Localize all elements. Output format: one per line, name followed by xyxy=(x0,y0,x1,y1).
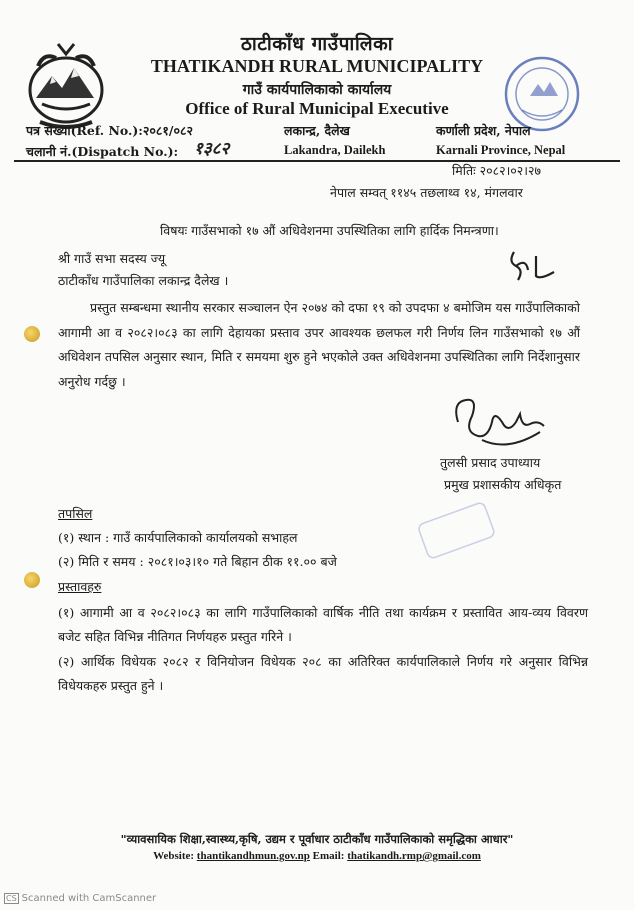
scan-hole-mark-2 xyxy=(24,572,40,588)
location-np: लकान्द्र, दैलेख xyxy=(284,123,350,138)
tapasil-heading: तपसिल xyxy=(58,506,93,521)
footer-contact xyxy=(0,850,634,862)
handwritten-initial xyxy=(506,246,566,290)
website-link[interactable]: thantikandhmun.gov.np xyxy=(196,850,310,862)
scanner-watermark xyxy=(4,893,156,904)
recipient-line-2: ठाटीकाँध गाउँपालिका लकान्द्र दैलेख । xyxy=(58,273,229,288)
ref-label: पत्र संख्या(Ref. No.): xyxy=(26,123,143,138)
province-en: Karnali Province, Nepal xyxy=(436,143,566,157)
email-label: Email: xyxy=(312,850,345,862)
signature xyxy=(448,392,568,462)
province-np: कर्णाली प्रदेश, नेपाल xyxy=(436,123,531,138)
scan-hole-mark xyxy=(24,326,40,342)
website-label: Website: xyxy=(153,850,195,862)
dispatch-value: १३८२ xyxy=(194,139,230,159)
tapasil-item-time: (२) मिति र समय : २०८१।०३।१० गते बिहान ठीक ११.०० बजे xyxy=(58,554,337,569)
letter-date: मितिः २०८२।०२।२७ xyxy=(452,163,542,178)
footer-motto: "व्यावसायिक शिक्षा,स्वास्थ्य,कृषि, उद्यम र पूर्वाधार ठाटीकाँध गाउँपालिकाको समृद्धिका आधार" xyxy=(120,832,514,846)
municipality-name-np: ठाटीकाँध गाउँपालिका xyxy=(240,33,394,55)
ref-number xyxy=(26,122,193,139)
office-name-np: गाउँ कार्यपालिकाको कार्यालय xyxy=(242,82,392,98)
proposals-heading: प्रस्तावहरु xyxy=(58,579,102,594)
proposal-item-2: (२) आर्थिक विधेयक २०८२ र विनियोजन विधेयक २०८ का अतिरिक्त कार्यपालिकाले निर्णय गरे अनुसार विभिन्न विधेयकहरु प्रस्तुत हुने । xyxy=(58,654,588,693)
email-link[interactable]: thatikandh.rmp@gmail.com xyxy=(347,850,481,862)
letter-subject: विषयः गाउँसभाको १७ औं अधिवेशनमा उपस्थितिका लागि हार्दिक निमन्त्रणा। xyxy=(160,223,499,238)
municipality-name-en: THATIKANDH RURAL MUNICIPALITY xyxy=(150,56,484,76)
letter-body: प्रस्तुत सम्बन्धमा स्थानीय सरकार सञ्चालन ऐन २०७४ को दफा १९ को उपदफा ४ बमोजिम यस गाउँपालिकाको आगामी आ व २०८२।०८३ का लागि देहायका प्रस्ताव उपर आवश्यक छलफल गरी निर्णय लिन गाउँसभाको १७ औं अधिवेशन तपसिल अनुसार स्थान, मिति र समयमा शुरु हुने भएकोले उक्त अधिवेशनमा उपस्थितिका लागि निर्देशानुसार अनुरोध गर्दछु । xyxy=(58,300,580,389)
nepal-sambat-date: नेपाल सम्वत् ११४५ तछलाथ्व १४, मंगलवार xyxy=(330,185,523,200)
signatory-title: प्रमुख प्रशासकीय अधिकृत xyxy=(444,477,562,492)
scanner-text: Scanned with CamScanner xyxy=(21,893,157,904)
ref-value: २०८१/०८२ xyxy=(142,123,193,138)
signatory-name: तुलसी प्रसाद उपाध्याय xyxy=(440,455,541,470)
faded-stamp xyxy=(418,502,498,566)
dispatch-label: चलानी नं.(Dispatch No.): xyxy=(26,144,179,159)
recipient-line-1: श्री गाउँ सभा सदस्य ज्यू xyxy=(58,251,166,266)
tapasil-item-place: (१) स्थान : गाउँ कार्यपालिकाको कार्यालयको सभाहल xyxy=(58,530,298,545)
location-en: Lakandra, Dailekh xyxy=(284,143,386,157)
proposal-item-1: (१) आगामी आ व २०८२।०८३ का लागि गाउँपालिकाको वार्षिक नीति तथा कार्यक्रम र प्रस्तावित आय-व्यय विवरण बजेट सहित विभिन्न नीतिगत निर्णयहरु प्रस्तुत गरिने । xyxy=(58,605,588,644)
office-name-en: Office of Rural Municipal Executive xyxy=(185,99,449,118)
camscanner-icon: CS xyxy=(6,894,17,903)
